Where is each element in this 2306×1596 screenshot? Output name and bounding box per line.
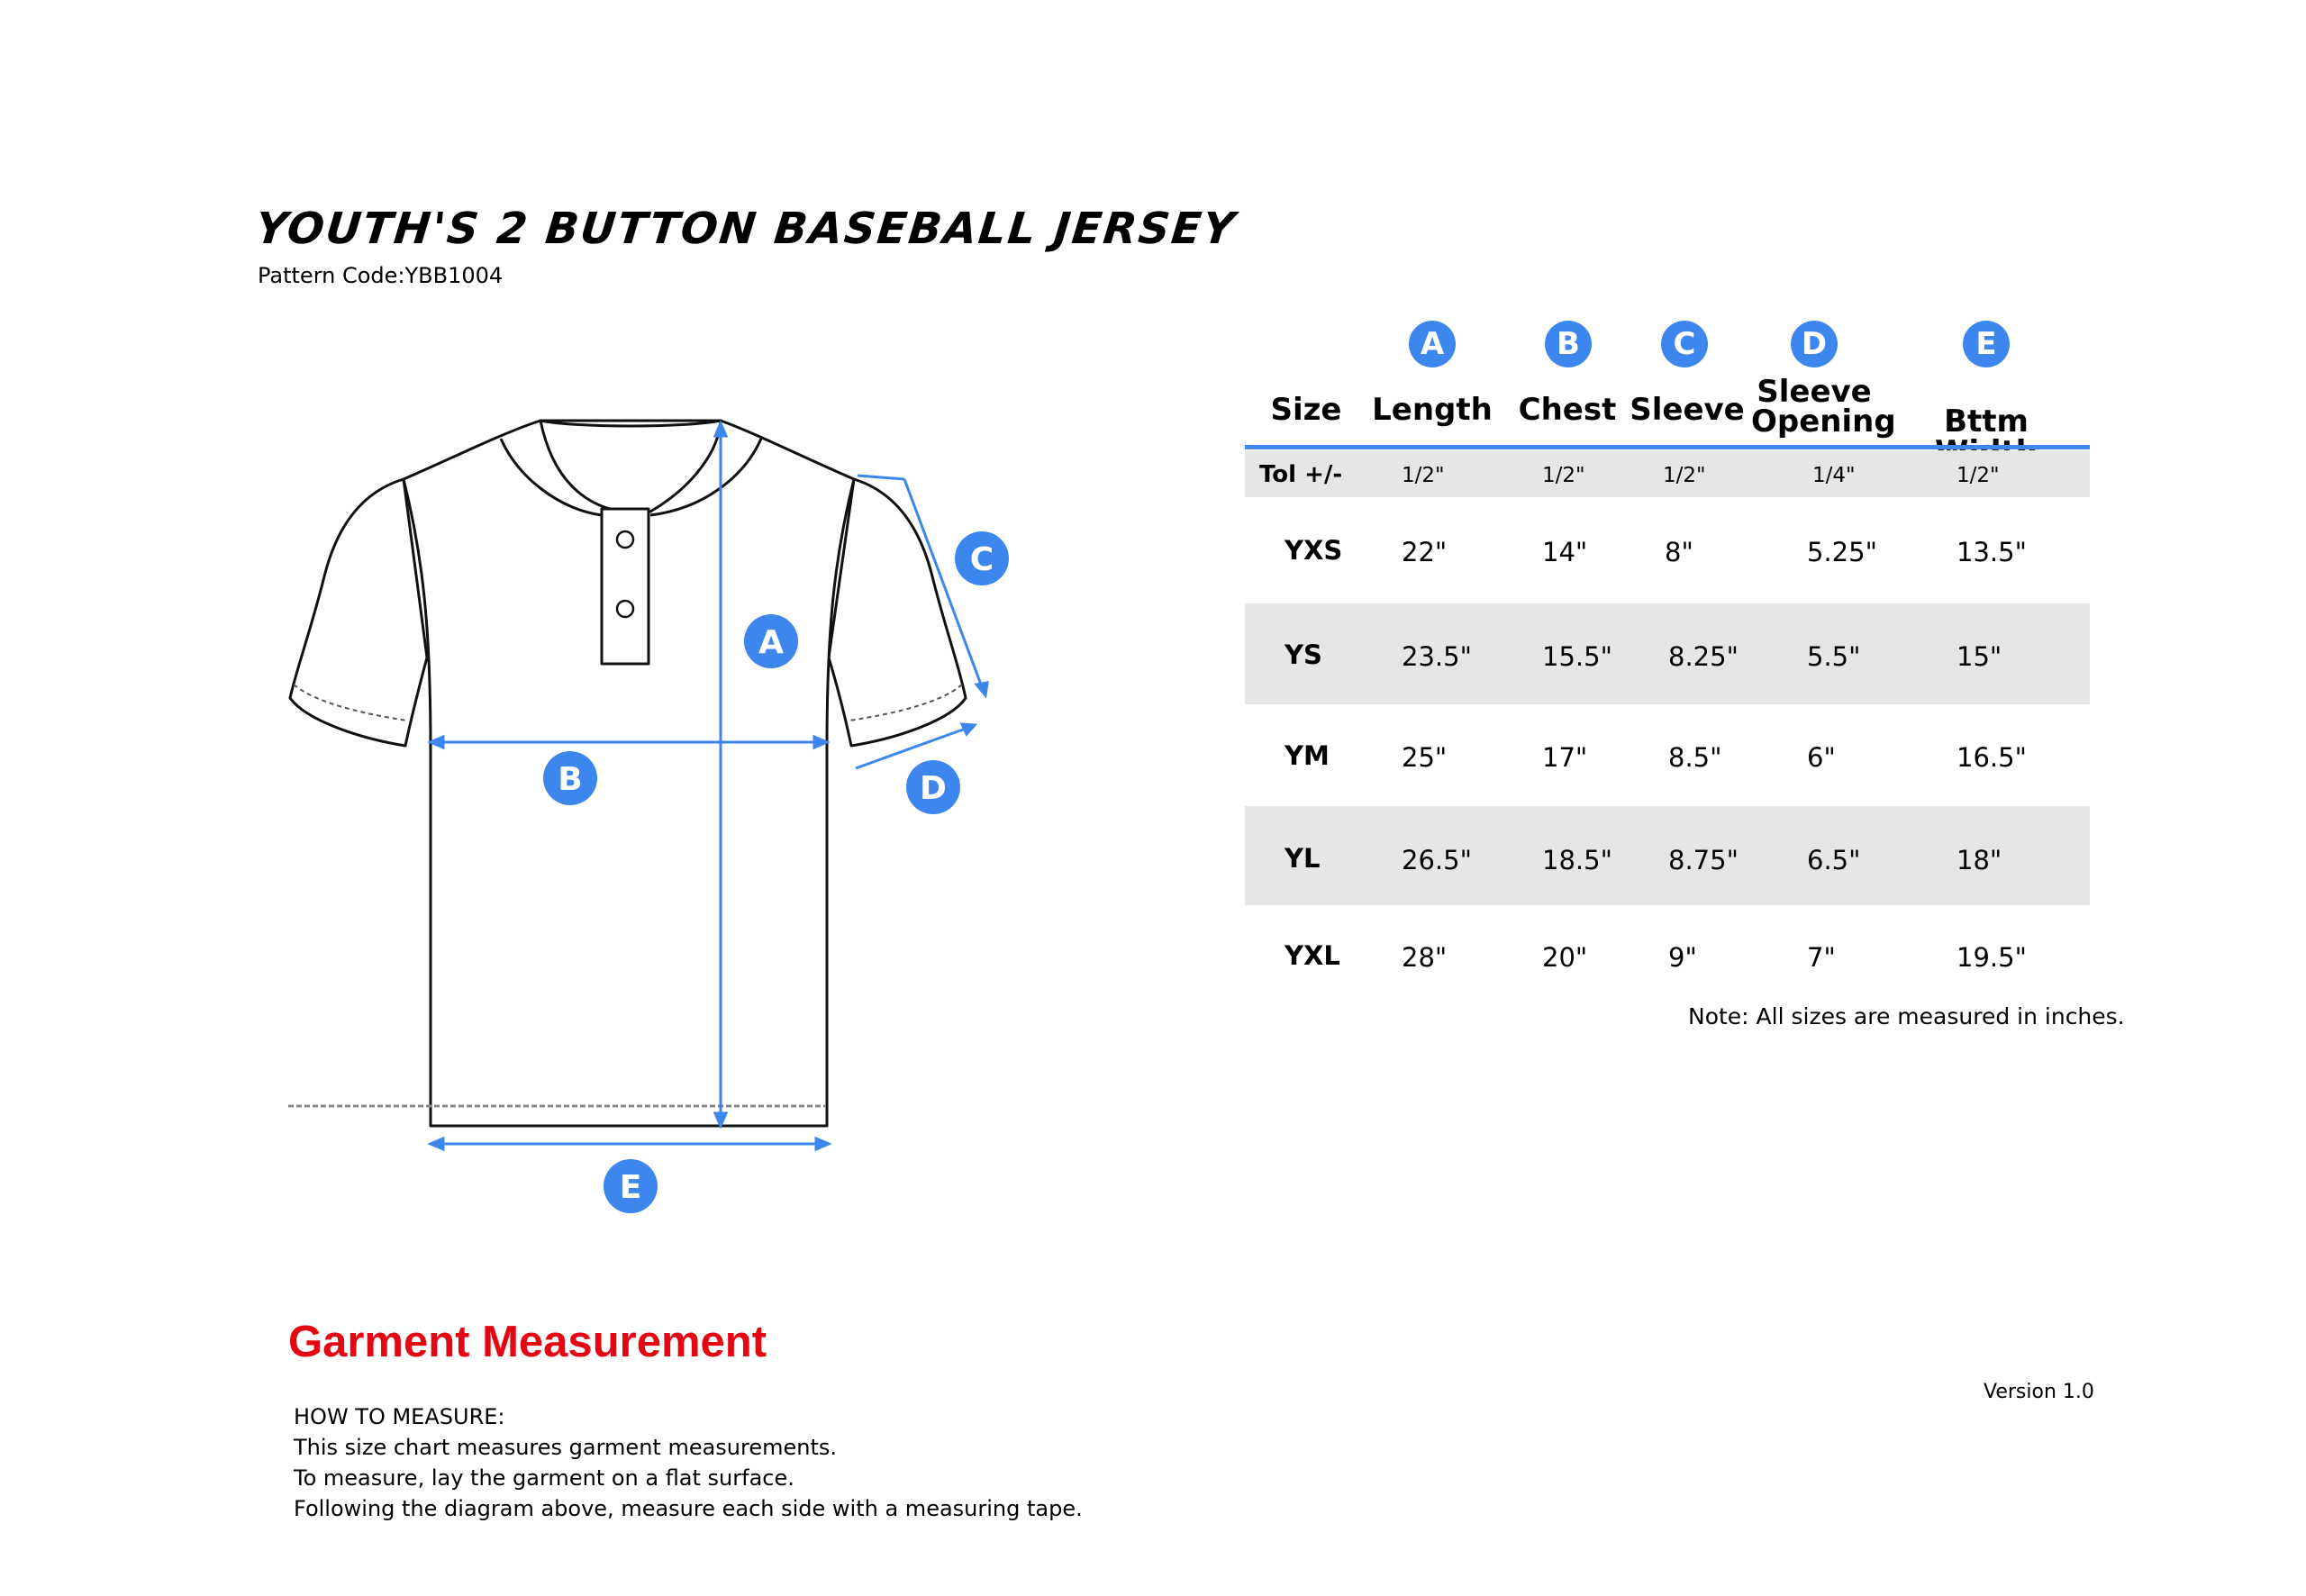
how-to-line: Following the diagram above, measure each side with a measuring tape. [294, 1496, 1083, 1521]
sleeve-value: 8.25" [1668, 641, 1739, 672]
col-length-header: Length [1372, 392, 1493, 428]
chest-value: 18.5" [1542, 845, 1612, 875]
garment-measurement-heading: Garment Measurement [288, 1318, 767, 1366]
how-to-heading: HOW TO MEASURE: [294, 1404, 505, 1429]
badge-c-label: C [969, 541, 994, 578]
sleeve-value: 8.5" [1668, 742, 1722, 773]
size-header: Size [1270, 392, 1342, 428]
opening-value: 6.5" [1807, 845, 1861, 875]
col-chest-header: Chest [1518, 392, 1617, 428]
tolerance-label: Tol +/- [1259, 461, 1343, 488]
length-value: 23.5" [1402, 641, 1472, 672]
how-to-measure [294, 1401, 1083, 1524]
chest-value: 14" [1542, 537, 1588, 567]
sleeve-value: 9" [1668, 942, 1697, 973]
col-b-badge-icon: B [1545, 321, 1592, 367]
opening-value: 6" [1807, 742, 1836, 773]
button-top [617, 531, 633, 548]
bottom-width-value: 15" [1956, 641, 2002, 672]
col-bottom-width-header: Bttm [1944, 404, 2029, 440]
col-opening-header-line1: Sleeve [1757, 374, 1872, 410]
badge-d-label: D [920, 770, 947, 807]
how-to-line: This size chart measures garment measurements. [294, 1435, 838, 1460]
badge-e-label: E [619, 1169, 642, 1206]
chest-value: 17" [1542, 742, 1588, 773]
how-to-line: To measure, lay the garment on a flat surface. [294, 1465, 794, 1491]
tolerance-value: 1/2" [1542, 464, 1585, 487]
tolerance-value: 1/4" [1812, 464, 1856, 487]
length-value: 22" [1402, 537, 1448, 567]
version-label: Version 1.0 [1984, 1381, 2094, 1403]
size-label: YM [1285, 740, 1330, 771]
button-bottom [617, 601, 633, 617]
badge-b-label: B [558, 761, 583, 798]
units-note: Note: All sizes are measured in inches. [1688, 1003, 2125, 1029]
size-label: YL [1285, 843, 1321, 874]
size-label: YXL [1285, 940, 1340, 971]
length-value: 26.5" [1402, 845, 1472, 875]
bottom-width-value: 16.5" [1956, 742, 2027, 773]
badge-a-icon [744, 614, 798, 668]
left-sleeve [290, 479, 427, 746]
opening-value: 7" [1807, 942, 1836, 973]
col-a-badge-icon: A [1409, 321, 1456, 367]
page-title: YOUTH'S 2 BUTTON BASEBALL JERSEY [253, 204, 1239, 254]
size-label: YXS [1285, 535, 1343, 566]
bottom-width-value: 19.5" [1956, 942, 2027, 973]
jersey-diagram [270, 396, 1009, 1225]
badge-b-icon [543, 751, 597, 805]
size-label: YS [1285, 639, 1322, 670]
badge-a-label: A [758, 624, 784, 661]
tolerance-value: 1/2" [1663, 464, 1706, 487]
opening-value: 5.25" [1807, 537, 1877, 567]
sleeve-value: 8.75" [1668, 845, 1739, 875]
badge-d-icon [906, 760, 960, 814]
badge-e-icon [604, 1159, 658, 1213]
badge-c-icon [955, 531, 1009, 585]
length-value: 25" [1402, 742, 1448, 773]
opening-value: 5.5" [1807, 641, 1861, 672]
bottom-width-value: 13.5" [1956, 537, 2027, 567]
col-opening-header-line2: Opening [1751, 404, 1896, 440]
bottom-width-value: 18" [1956, 845, 2002, 875]
chest-value: 20" [1542, 942, 1588, 973]
header-divider [1245, 445, 2090, 449]
pattern-code: Pattern Code:YBB1004 [258, 263, 504, 288]
sleeve-value: 8" [1665, 537, 1693, 567]
tolerance-value: 1/2" [1402, 464, 1445, 487]
tolerance-value: 1/2" [1956, 464, 2000, 487]
chest-value: 15.5" [1542, 641, 1612, 672]
col-e-badge-icon: E [1963, 321, 2010, 367]
col-c-badge-icon: C [1661, 321, 1708, 367]
col-d-badge-icon: D [1791, 321, 1838, 367]
length-value: 28" [1402, 942, 1448, 973]
col-sleeve-header: Sleeve [1630, 392, 1745, 428]
sleeve-guide [858, 476, 904, 479]
right-sleeve [829, 479, 966, 746]
